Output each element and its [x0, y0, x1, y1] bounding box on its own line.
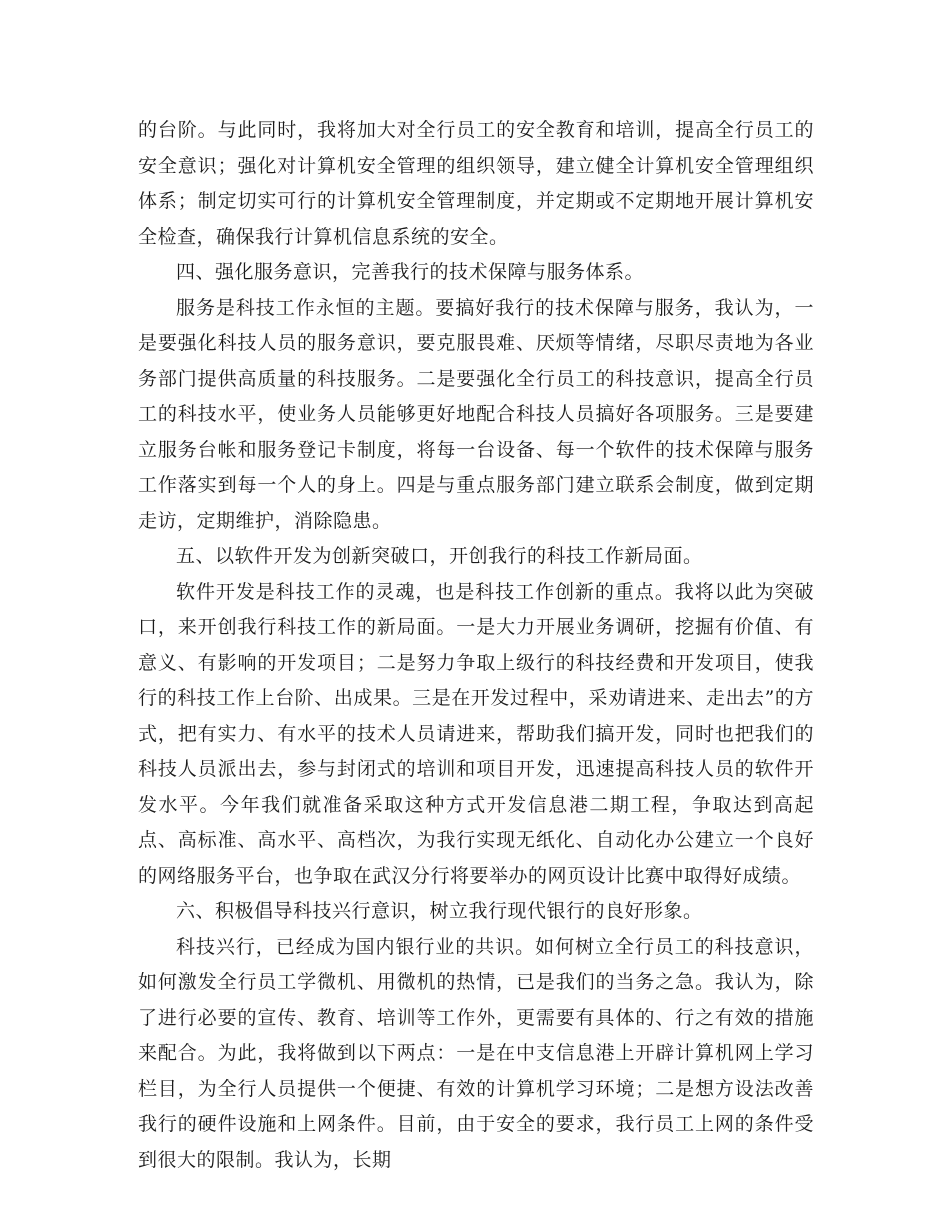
paragraph-4: 科技兴行，已经成为国内银行业的共识。如何树立全行员工的科技意识，如何激发全行员工学微机、用微机的热情，已是我们的当务之急。我认为，除了进行必要的宣传、教育、培训等工作外，更需要有具体的、行之有效的措施来配合。为此，我将做到以下两点：一是在中支信息港上开辟计算机网上学习栏目，为全行人员提供一个便捷、有效的计算机学习环境；二是想方设法改善我行的硬件设施和上网条件。目前，由于安全的要求，我行员工上网的条件受到很大的限制。我认为，长期: [138, 935, 814, 1171]
document-body: [138, 113, 814, 1178]
heading-section-5: 五、以软件开发为创新突破口，开创我行的科技工作新局面。: [176, 545, 703, 567]
paragraph-2: 服务是科技工作永恒的主题。要搞好我行的技术保障与服务，我认为，一是要强化科技人员的服务意识，要克服畏难、厌烦等情绪，尽职尽责地为各业务部门提供高质量的科技服务。二是要强化全行员工的科技意识，提高全行员工的科技水平，使业务人员能够更好地配合科技人员搞好各项服务。三是要建立服务台帐和服务登记卡制度，将每一台设备、每一个软件的技术保障与服务工作落实到每一个人的身上。四是与重点服务部门建立联系会制度，做到定期走访，定期维护，消除隐患。: [138, 296, 814, 532]
heading-section-4: 四、强化服务意识，完善我行的技术保障与服务体系。: [176, 261, 645, 283]
paragraph-3: 软件开发是科技工作的灵魂，也是科技工作创新的重点。我将以此为突破口，来开创我行科技工作的新局面。一是大力开展业务调研，挖掘有价值、有意义、有影响的开发项目；二是努力争取上级行的科技经费和开发项目，使我行的科技工作上台阶、出成果。三是在开发过程中，采劝请进来、走出去”的方式，把有实力、有水平的技术人员请进来，帮助我们搞开发，同时也把我们的科技人员派出去，参与封闭式的培训和项目开发，迅速提高科技人员的软件开发水平。今年我们就准备采取这种方式开发信息港二期工程，争取达到高起点、高标准、高水平、高档次，为我行实现无纸化、自动化办公建立一个良好的网络服务平台，也争取在武汉分行将要举办的网页设计比赛中取得好成绩。: [138, 580, 814, 887]
heading-section-6: 六、积极倡导科技兴行意识，树立我行现代银行的良好形象。: [176, 900, 703, 922]
paragraph-1: 的台阶。与此同时，我将加大对全行员工的安全教育和培训，提高全行员工的安全意识；强化对计算机安全管理的组织领导，建立健全计算机安全管理组织体系；制定切实可行的计算机安全管理制度，并定期或不定期地开展计算机安全检查，确保我行计算机信息系统的安全。: [138, 119, 814, 248]
